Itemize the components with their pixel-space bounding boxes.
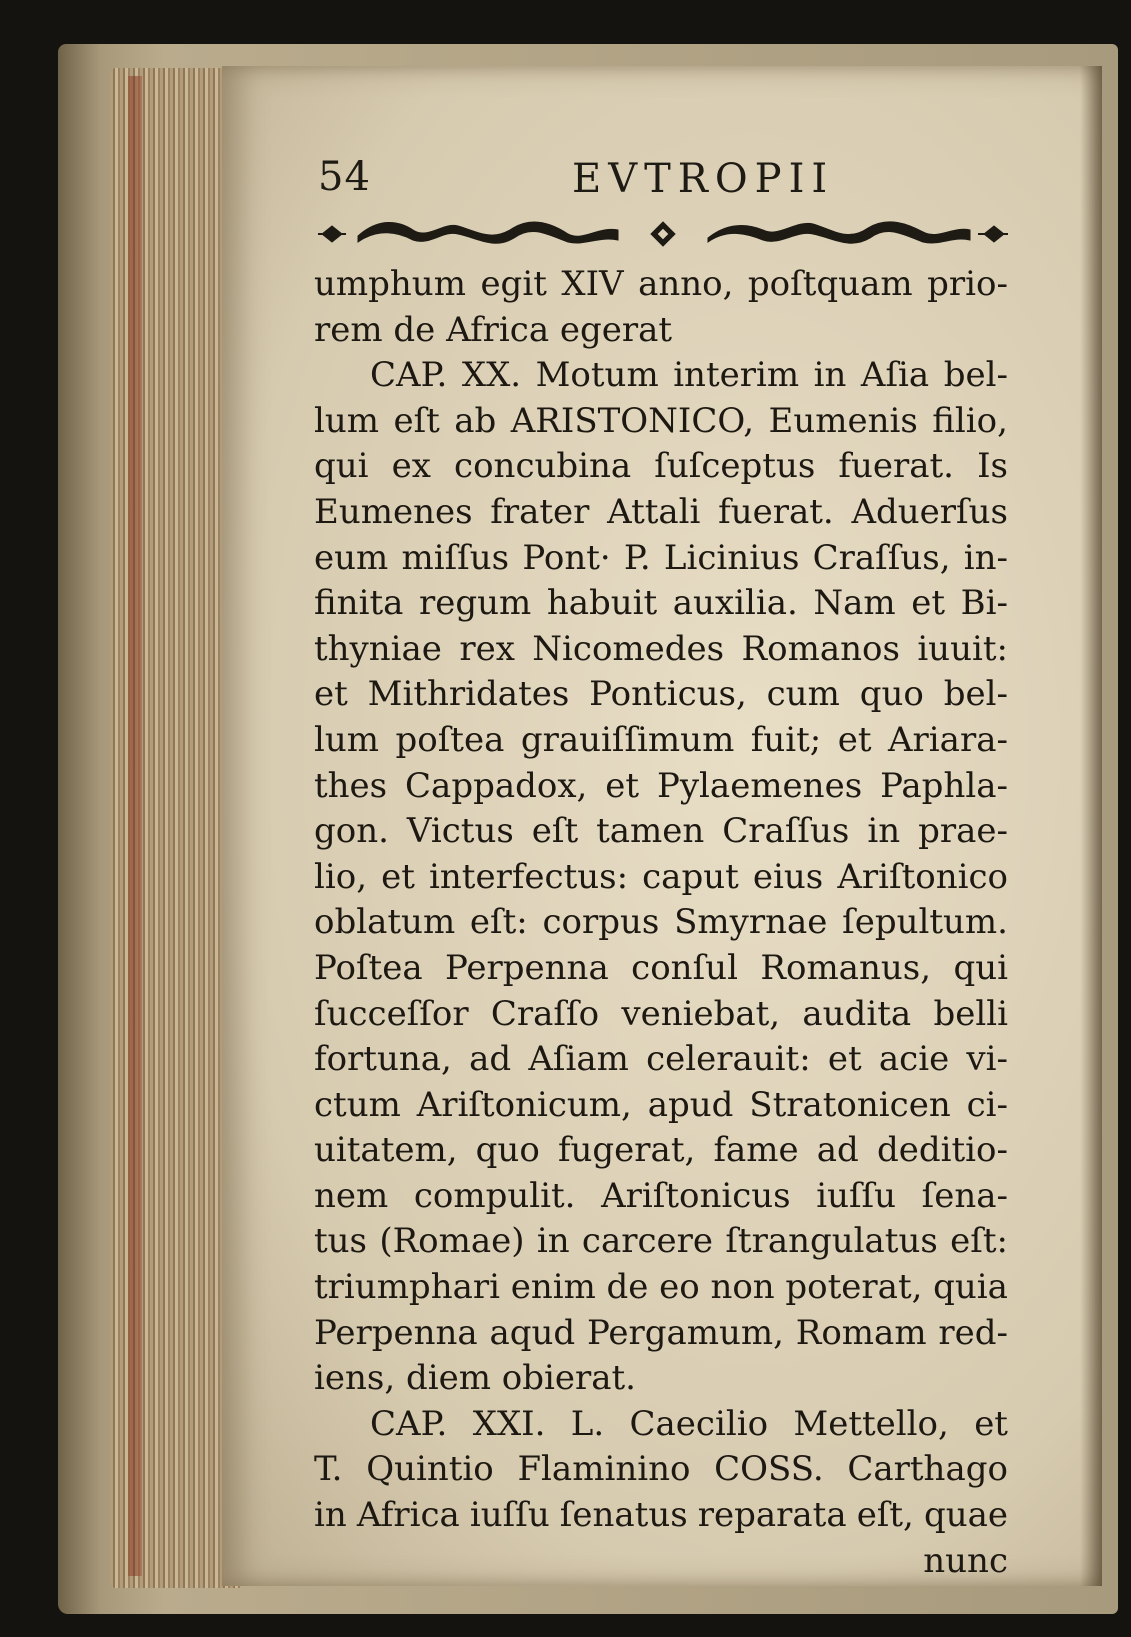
text-line: oblatum eſt: corpus Smyrnae ſepultum. [314,902,1008,943]
text-line: lum eſt ab ARISTONICO, Eumenis filio, [314,400,1008,441]
text-line: ctum Ariſtonicum, apud Stratonicen ci- [314,1084,1008,1125]
text-line: et Mithridates Ponticus, cum quo bel- [314,674,1008,715]
text-line: umphum egit XIV anno, poſtquam prio- [314,264,1008,304]
body-text [314,262,1008,1584]
text-line: CAP. XXI. L. Caecilio Mettello, et [370,1403,1008,1444]
text-line: gon. Victus eſt tamen Craſſus in prae- [314,811,1008,852]
text-line: thyniae rex Nicomedes Romanos iuuit: [314,628,1008,669]
text-line: nunc [923,1540,1008,1581]
text-line: fortuna, ad Aſiam celerauit: et acie vi- [314,1039,1008,1080]
text-line: iens, diem obierat. [314,1358,636,1399]
text-line: finita regum habuit auxilia. Nam et Bi- [314,583,1008,624]
text-line: lio, et interfectus: caput eius Ariſtonico [314,856,1008,897]
text-line: rem de Africa egerat [314,309,673,350]
decorative-rule-ornament [318,212,1008,256]
text-line: Poſtea Perpenna conſul Romanus, qui [314,947,1008,988]
text-line: ſucceſſor Craſſo veniebat, audita belli [314,993,1008,1034]
text-line: triumphari enim de eo non poterat, quia [314,1267,1008,1308]
text-line: in Africa iuſſu ſenatus reparata eſt, quae [314,1495,1008,1536]
text-line: lum poſtea grauiſſimum fuit; et Ariara- [314,719,1008,760]
text-line: uitatem, quo fugerat, fame ad deditio- [314,1130,1008,1171]
text-line: T. Quintio Flaminino COSS. Carthago [314,1449,1008,1490]
text-line: CAP. XX. Motum interim in Aſia bel- [370,355,1008,396]
text-line: thes Cappadox, et Pylaemenes Paphla- [314,765,1008,806]
page-number: 54 [318,154,371,200]
running-title: EVTROPII [572,156,835,202]
text-line: qui ex concubina ſuſceptus fuerat. Is [314,446,1008,487]
page-edge-stain [128,76,142,1576]
text-line: eum miſſus Pont· P. Licinius Craſſus, in- [314,537,1008,578]
text-line: Perpenna aqud Pergamum, Romam red- [314,1312,1008,1353]
book-page [222,66,1102,1586]
text-line: nem compulit. Ariſtonicus iuſſu ſena- [314,1175,1008,1216]
text-line: Eumenes frater Attali fuerat. Aduerſus [314,491,1008,532]
page-gutter-shadow [1080,66,1102,1586]
text-line: tus (Romae) in carcere ſtrangulatus eſt: [314,1221,1008,1262]
